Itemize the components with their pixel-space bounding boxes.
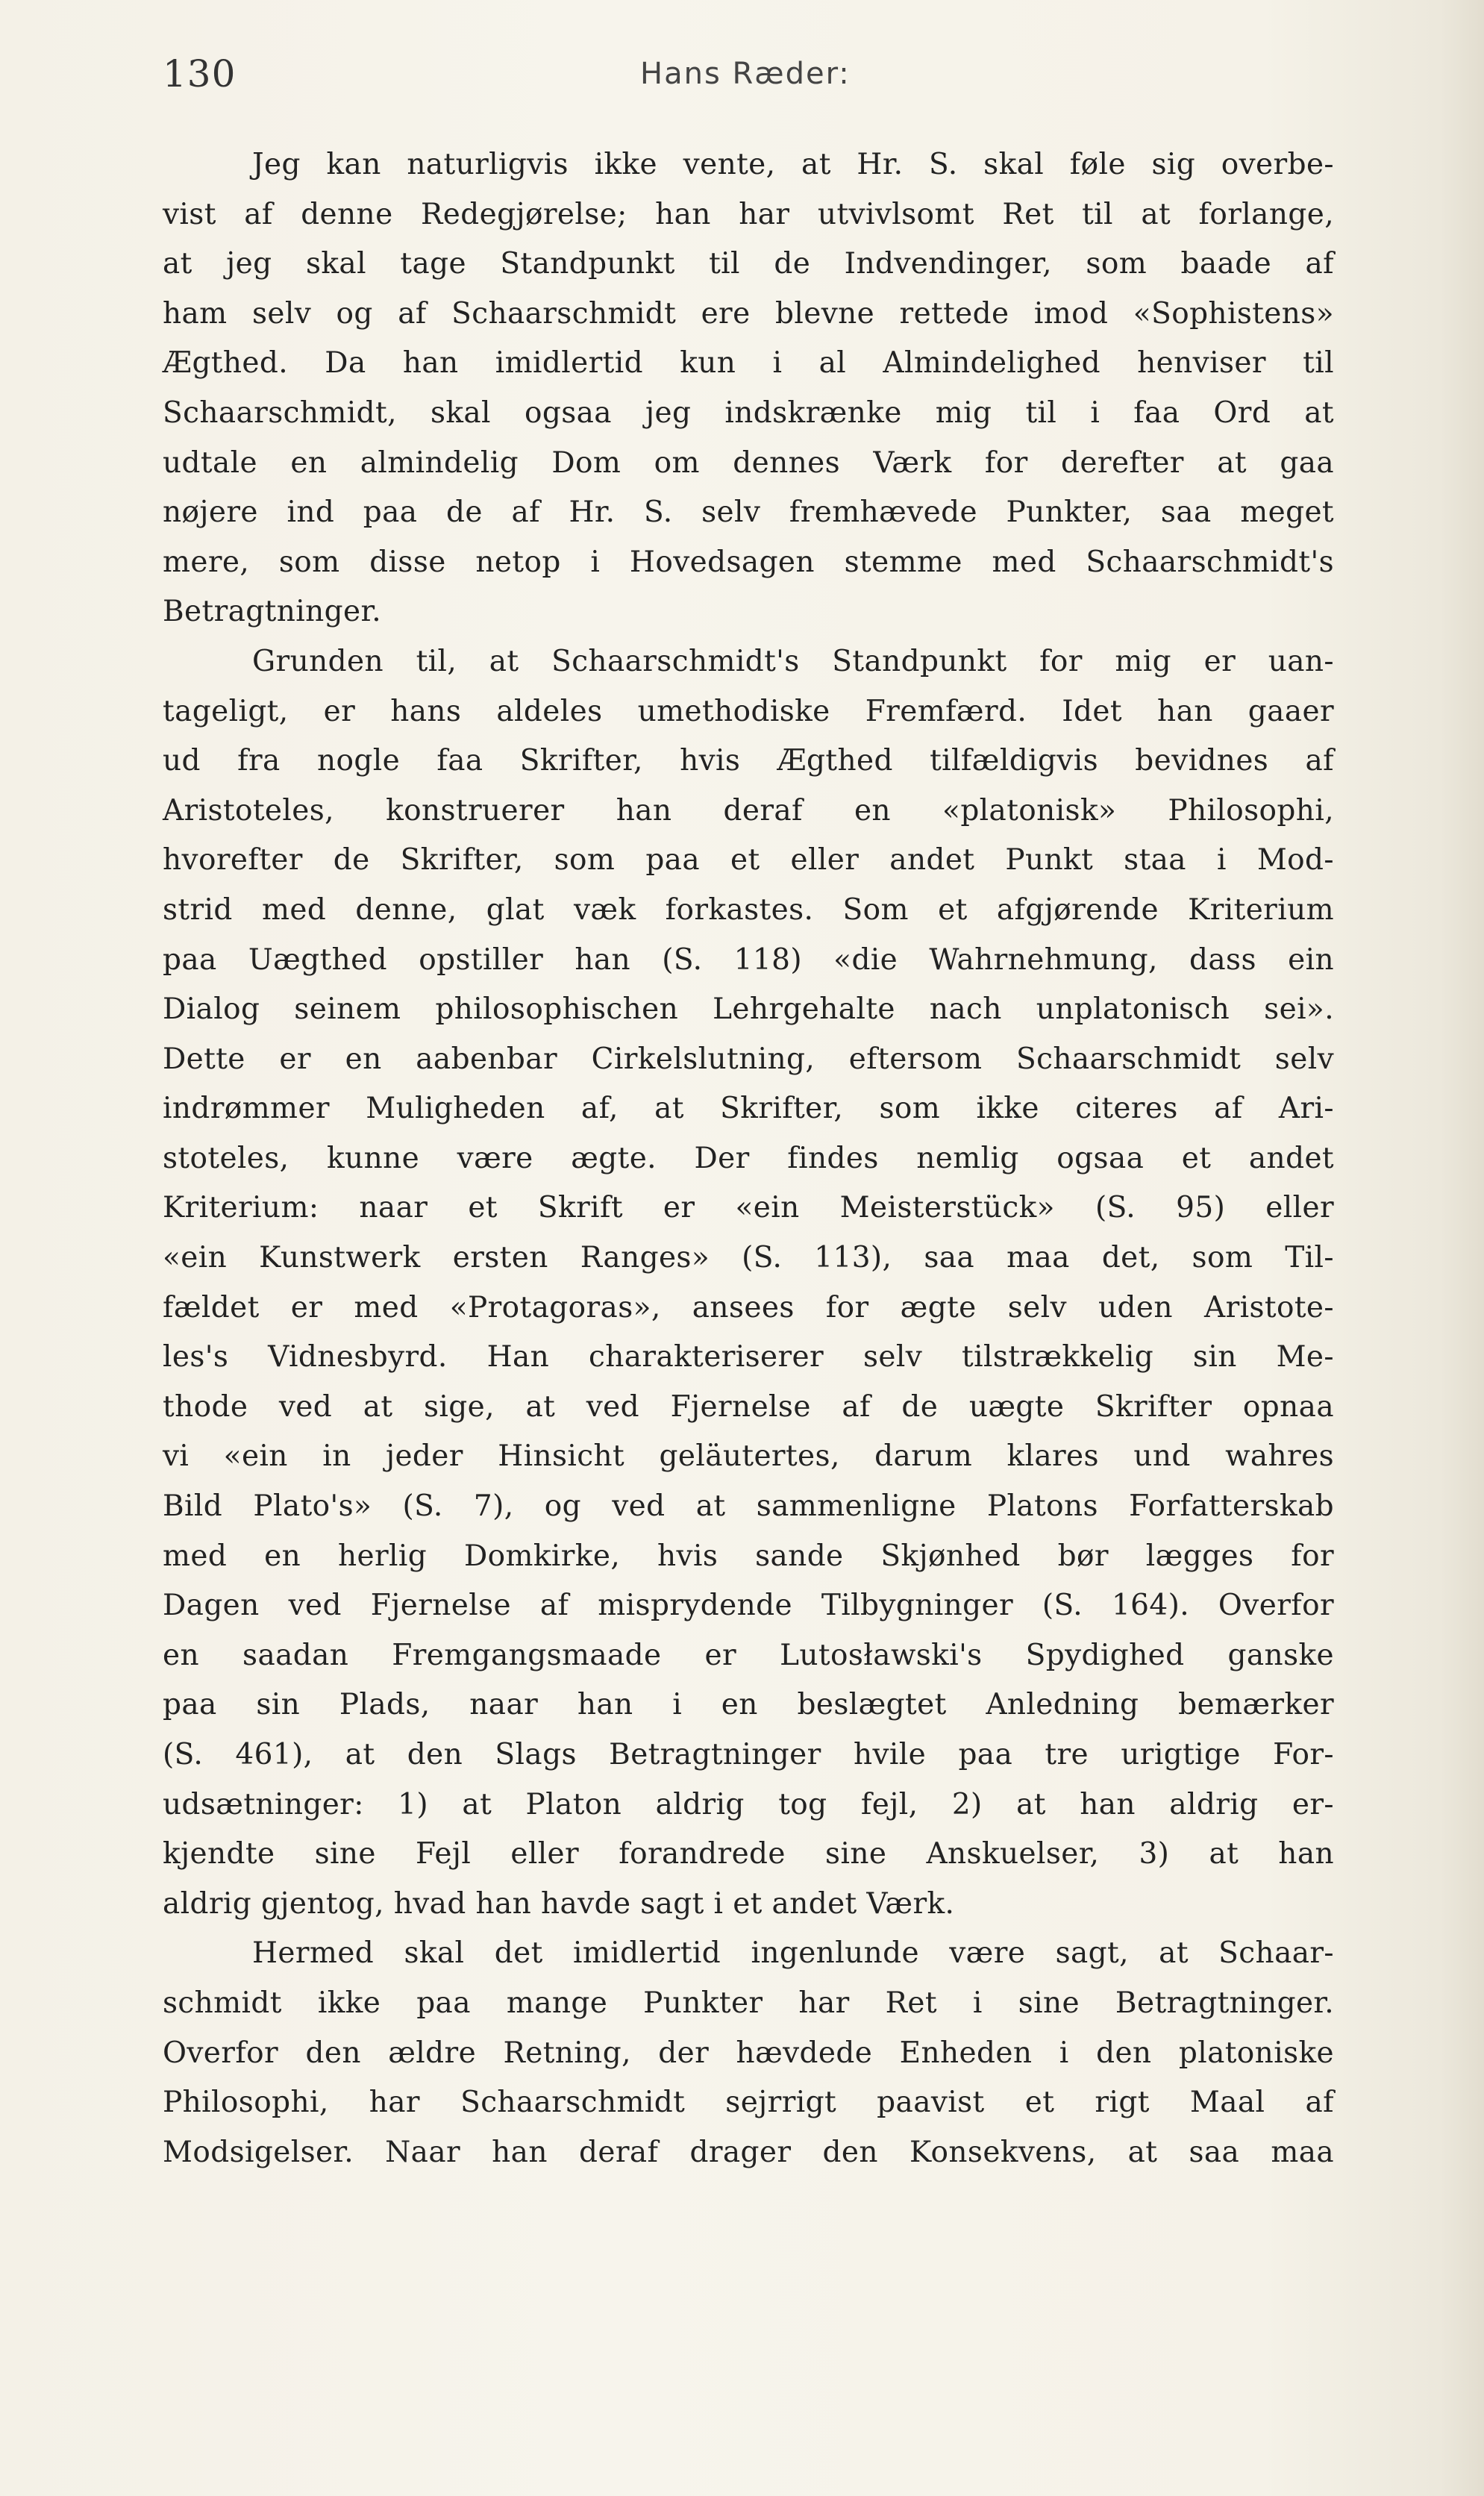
text-line: udtale en almindelig Dom om dennes Værk for derefter at gaa xyxy=(163,445,1334,480)
text-line: aldrig gjentog, hvad han havde sagt i et andet Værk. xyxy=(163,1886,955,1921)
text-line: Overfor den ældre Retning, der hævdede Enheden i den platoniske xyxy=(163,2036,1334,2070)
text-line: vist af denne Redegjørelse; han har utvivlsomt Ret til at forlange, xyxy=(163,197,1334,231)
text-line: stoteles, kunne være ægte. Der findes nemlig ogsaa et andet xyxy=(163,1141,1334,1175)
page-number: 130 xyxy=(163,52,237,96)
text-line: Ægthed. Da han imidlertid kun i al Almindelighed henviser til xyxy=(163,346,1334,381)
text-line: Kriterium: naar et Skrift er «ein Meisterstück» (S. 95) eller xyxy=(163,1191,1334,1225)
text-line: Modsigelser. Naar han deraf drager den Konsekvens, at saa maa xyxy=(163,2135,1334,2169)
text-line: en saadan Fremgangsmaade er Lutosławski's Spydighed ganske xyxy=(163,1638,1334,1672)
running-head: Hans Ræder: xyxy=(640,57,851,91)
text-line: Dialog seinem philosophischen Lehrgehalte nach unplatonisch sei». xyxy=(163,992,1334,1027)
text-line: schmidt ikke paa mange Punkter har Ret i sine Betragtninger. xyxy=(163,1986,1334,2020)
text-line: fældet er med «Protagoras», ansees for ægte selv uden Aristote- xyxy=(163,1290,1334,1324)
text-line: Philosophi, har Schaarschmidt sejrrigt paavist et rigt Maal af xyxy=(163,2086,1334,2120)
text-line: indrømmer Muligheden af, at Skrifter, som ikke citeres af Ari- xyxy=(163,1092,1334,1126)
text-line: vi «ein in jeder Hinsicht geläutertes, darum klares und wahres xyxy=(163,1439,1334,1474)
text-line: thode ved at sige, at ved Fjernelse af de uægte Skrifter opnaa xyxy=(163,1389,1334,1424)
text-line: hvorefter de Skrifter, som paa et eller andet Punkt staa i Mod- xyxy=(163,843,1334,878)
text-line: mere, som disse netop i Hovedsagen stemme med Schaarschmidt's xyxy=(163,545,1334,579)
text-line: Hermed skal det imidlertid ingenlunde være sagt, at Schaar- xyxy=(252,1936,1334,1971)
text-line: Betragtninger. xyxy=(163,595,382,629)
text-line: Jeg kan naturligvis ikke vente, at Hr. S. skal føle sig overbe- xyxy=(252,148,1334,181)
text-line: at jeg skal tage Standpunkt til de Indvendinger, som baade af xyxy=(163,247,1334,281)
text-line: Grunden til, at Schaarschmidt's Standpunkt for mig er uan- xyxy=(252,644,1334,678)
text-line: udsætninger: 1) at Platon aldrig tog fejl, 2) at han aldrig er- xyxy=(163,1787,1334,1821)
body-text xyxy=(163,140,1334,2177)
text-line: strid med denne, glat væk forkastes. Som et afgjørende Kriterium xyxy=(163,892,1334,927)
text-line: ham selv og af Schaarschmidt ere blevne rettede imod «Sophistens» xyxy=(163,296,1334,331)
text-line: «ein Kunstwerk ersten Ranges» (S. 113), saa maa det, som Til- xyxy=(163,1241,1334,1275)
page-header xyxy=(163,52,1334,104)
text-line: nøjere ind paa de af Hr. S. selv fremhævede Punkter, saa meget xyxy=(163,495,1334,530)
text-line: les's Vidnesbyrd. Han charakteriserer selv tilstrækkelig sin Me- xyxy=(163,1340,1334,1374)
text-line: Bild Plato's» (S. 7), og ved at sammenligne Platons Forfatterskab xyxy=(163,1489,1334,1524)
text-line: Schaarschmidt, skal ogsaa jeg indskrænke mig til i faa Ord at xyxy=(163,395,1334,430)
text-line: med en herlig Domkirke, hvis sande Skjønhed bør lægges for xyxy=(163,1539,1334,1573)
text-line: kjendte sine Fejl eller forandrede sine Anskuelser, 3) at han xyxy=(163,1837,1334,1871)
text-line: Aristoteles, konstruerer han deraf en «platonisk» Philosophi, xyxy=(163,793,1334,828)
text-line: (S. 461), at den Slags Betragtninger hvile paa tre urigtige For- xyxy=(163,1738,1334,1771)
text-line: paa sin Plads, naar han i en beslægtet Anledning bemærker xyxy=(163,1688,1334,1722)
text-line: Dette er en aabenbar Cirkelslutning, eftersom Schaarschmidt selv xyxy=(163,1042,1334,1076)
text-line: Dagen ved Fjernelse af misprydende Tilbygninger (S. 164). Overfor xyxy=(163,1589,1334,1623)
text-line: ud fra nogle faa Skrifter, hvis Ægthed tilfældigvis bevidnes af xyxy=(163,744,1334,778)
text-line: paa Uægthed opstiller han (S. 118) «die Wahrnehmung, dass ein xyxy=(163,942,1334,977)
text-line: tageligt, er hans aldeles umethodiske Fremfærd. Idet han gaaer xyxy=(163,694,1334,728)
